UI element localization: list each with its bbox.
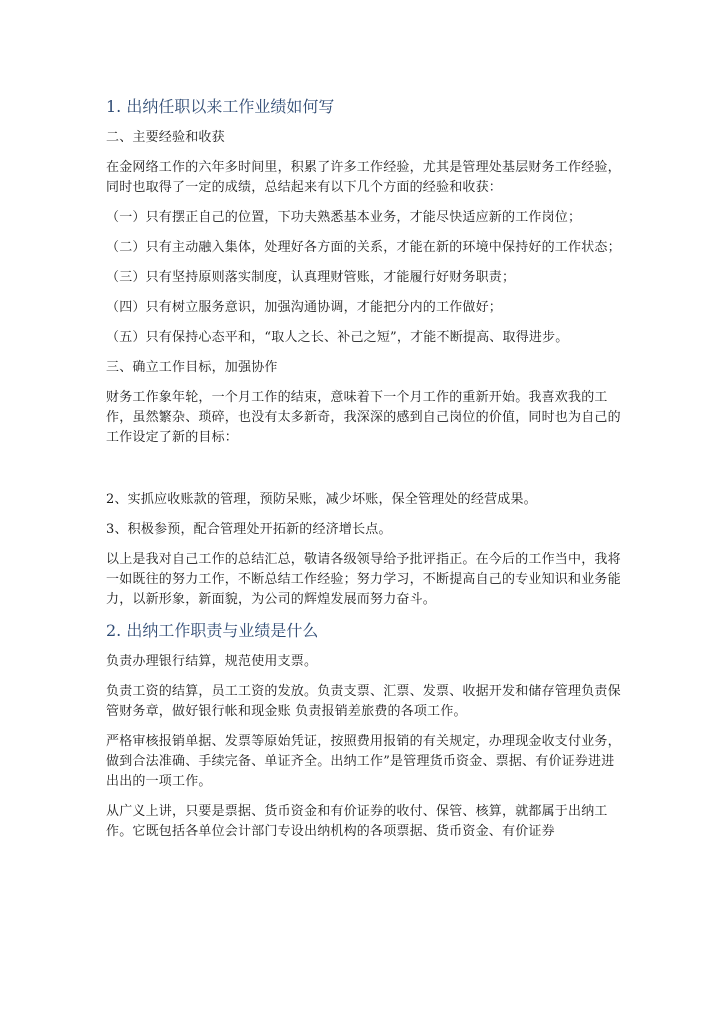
section1-paragraph: 在金网络工作的六年多时间里，积累了许多工作经验，尤其是管理处基层财务工作经验，同时也取得了一定的成绩，总结起来有以下几个方面的经验和收获： [106, 160, 621, 195]
section1-paragraph: （一）只有摆正自己的位置，下功夫熟悉基本业务，才能尽快适应新的工作岗位； [106, 210, 582, 225]
section1-paragraph: （四）只有树立服务意识，加强沟通协调，才能把分内的工作做好； [106, 300, 503, 315]
section1-paragraph: 财务工作象年轮，一个月工作的结束，意味着下一个月工作的重新开始。我喜欢我的工作，虽然繁杂、琐碎，也没有太多新奇，我深深的感到自己岗位的价值，同时也为自己的工作设定了新的目标： [106, 390, 621, 445]
section1-paragraph: 二、主要经验和收获 [106, 130, 225, 145]
section1-paragraph: 3、积极参预，配合管理处开拓新的经济增长点。 [106, 522, 392, 537]
blank-spacer [106, 458, 626, 490]
section1-paragraph: （五）只有保持心态平和，“取人之长、补己之短”，才能不断提高、取得进步。 [106, 330, 569, 345]
section1-paragraph: （二）只有主动融入集体，处理好各方面的关系，才能在新的环境中保持好的工作状态； [106, 240, 621, 255]
section1-paragraph: （三）只有坚持原则落实制度，认真理财管账，才能履行好财务职责； [106, 270, 516, 285]
section2-paragraph: 负责办理银行结算，规范使用支票。 [106, 654, 318, 669]
document-page [106, 96, 626, 852]
section1-paragraph: 以上是我对自己工作的总结汇总，敬请各级领导给予批评指正。在今后的工作当中，我将一如既往的努力工作，不断总结工作经验；努力学习，不断提高自己的专业知识和业务能力，以新形象，新面貌，为公司的辉煌发展而努力奋斗。 [106, 552, 621, 607]
section2-paragraph: 负责工资的结算，员工工资的发放。负责支票、汇票、发票、收据开发和储存管理负责保管财务章，做好银行帐和现金账 负责报销差旅费的各项工作。 [106, 684, 621, 719]
section1-title: 1. 出纳任职以来工作业绩如何写 [106, 97, 335, 116]
section1-paragraph: 三、确立工作目标，加强协作 [106, 360, 278, 375]
section2-title: 2. 出纳工作职责与业绩是什么 [106, 621, 319, 640]
section2-paragraph: 从广义上讲，只要是票据、货币资金和有价证券的收付、保管、核算，就都属于出纳工作。它既包括各单位会计部门专设出纳机构的各项票据、货币资金、有价证券 [106, 804, 608, 839]
section1-paragraph: 2、实抓应收账款的管理，预防呆账，减少坏账，保全管理处的经营成果。 [106, 492, 537, 507]
section2-paragraph: 严格审核报销单据、发票等原始凭证，按照费用报销的有关规定，办理现金收支付业务，做到合法准确、手续完备、单证齐全。出纳工作”是管理货币资金、票据、有价证券进进出出的一项工作。 [106, 734, 621, 789]
